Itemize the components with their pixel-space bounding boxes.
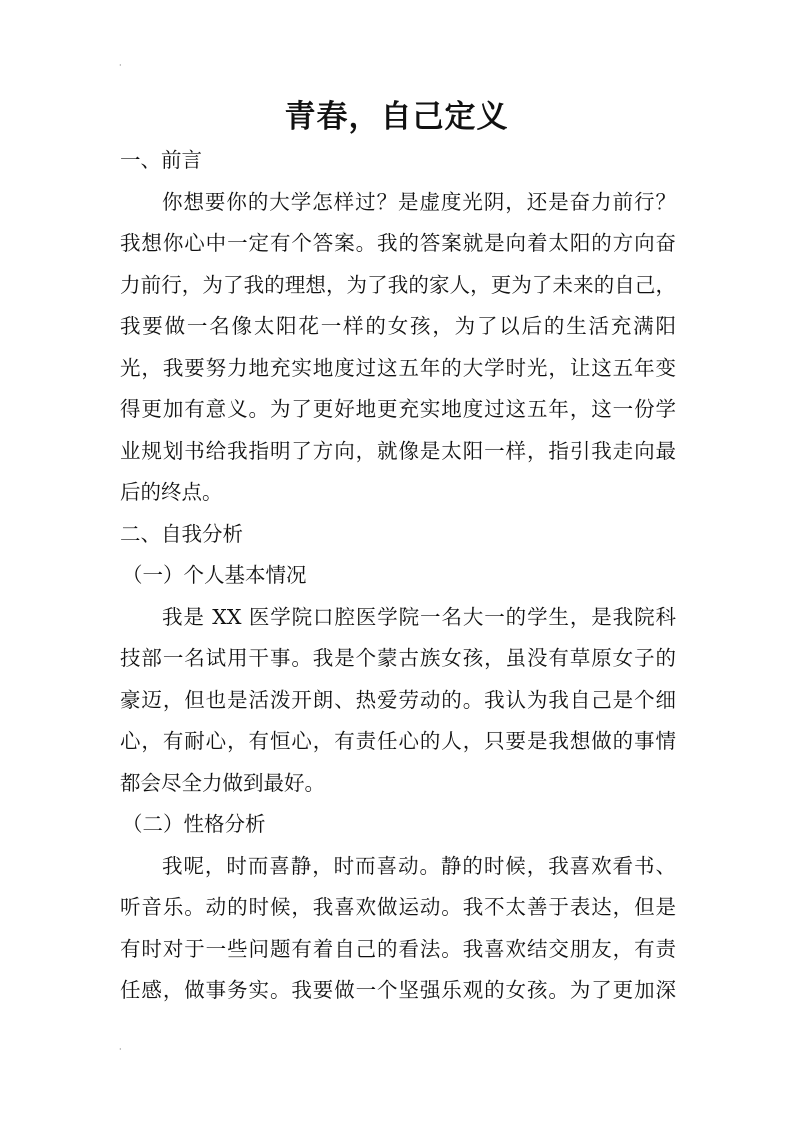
section-heading-self-analysis: 二、自我分析 [120, 521, 243, 546]
document-body [120, 140, 676, 1012]
paragraph-line: 我是 XX 医学院口腔医学院一名大一的学生，是我院科 [162, 604, 676, 629]
paragraph-line: 我要做一名像太阳花一样的女孩，为了以后的生活充满阳 [120, 314, 676, 338]
paragraph-line: 我呢，时而喜静，时而喜动。静的时候，我喜欢看书、 [162, 853, 676, 878]
subsection-heading-personality: （二）性格分析 [122, 812, 266, 836]
paragraph-line: 得更加有意义。为了更好地更充实地度过这五年，这一份学 [120, 397, 676, 421]
paragraph-line: 有时对于一些问题有着自己的看法。我喜欢结交朋友，有责 [120, 936, 676, 961]
paragraph-basic-info [120, 597, 676, 805]
paragraph-line: 听音乐。动的时候，我喜欢做运动。我不太善于表达，但是 [120, 895, 676, 919]
page-marker-dot-top: · [119, 61, 122, 70]
paragraph-line: 我想你心中一定有个答案。我的答案就是向着太阳的方向奋 [120, 231, 676, 255]
section-heading-preface: 一、前言 [120, 148, 202, 172]
paragraph-line: 光，我要努力地充实地度过这五年的大学时光，让这五年变 [120, 355, 676, 380]
subsection-heading-basic-info: （一）个人基本情况 [122, 563, 307, 587]
paragraph-line: 都会尽全力做到最好。 [120, 770, 325, 795]
paragraph-line: 任感，做事务实。我要做一个坚强乐观的女孩。为了更加深 [120, 978, 676, 1002]
paragraph-personality [120, 846, 676, 1012]
paragraph-line: 你想要你的大学怎样过？是虚度光阴，还是奋力前行？ [162, 189, 676, 214]
paragraph-line: 心，有耐心，有恒心，有责任心的人，只要是我想做的事情 [120, 729, 676, 753]
page-marker-dot-bottom: · [119, 1045, 122, 1054]
paragraph-line: 技部一名试用干事。我是个蒙古族女孩，虽没有草原女子的 [120, 646, 676, 670]
paragraph-line: 力前行，为了我的理想，为了我的家人，更为了未来的自己， [120, 272, 676, 297]
document-title: 青春，自己定义 [284, 99, 509, 135]
paragraph-line: 后的终点。 [120, 480, 223, 504]
paragraph-line: 业规划书给我指明了方向，就像是太阳一样，指引我走向最 [120, 438, 676, 463]
paragraph-preface [120, 182, 676, 514]
paragraph-line: 豪迈，但也是活泼开朗、热爱劳动的。我认为我自己是个细 [120, 687, 676, 712]
